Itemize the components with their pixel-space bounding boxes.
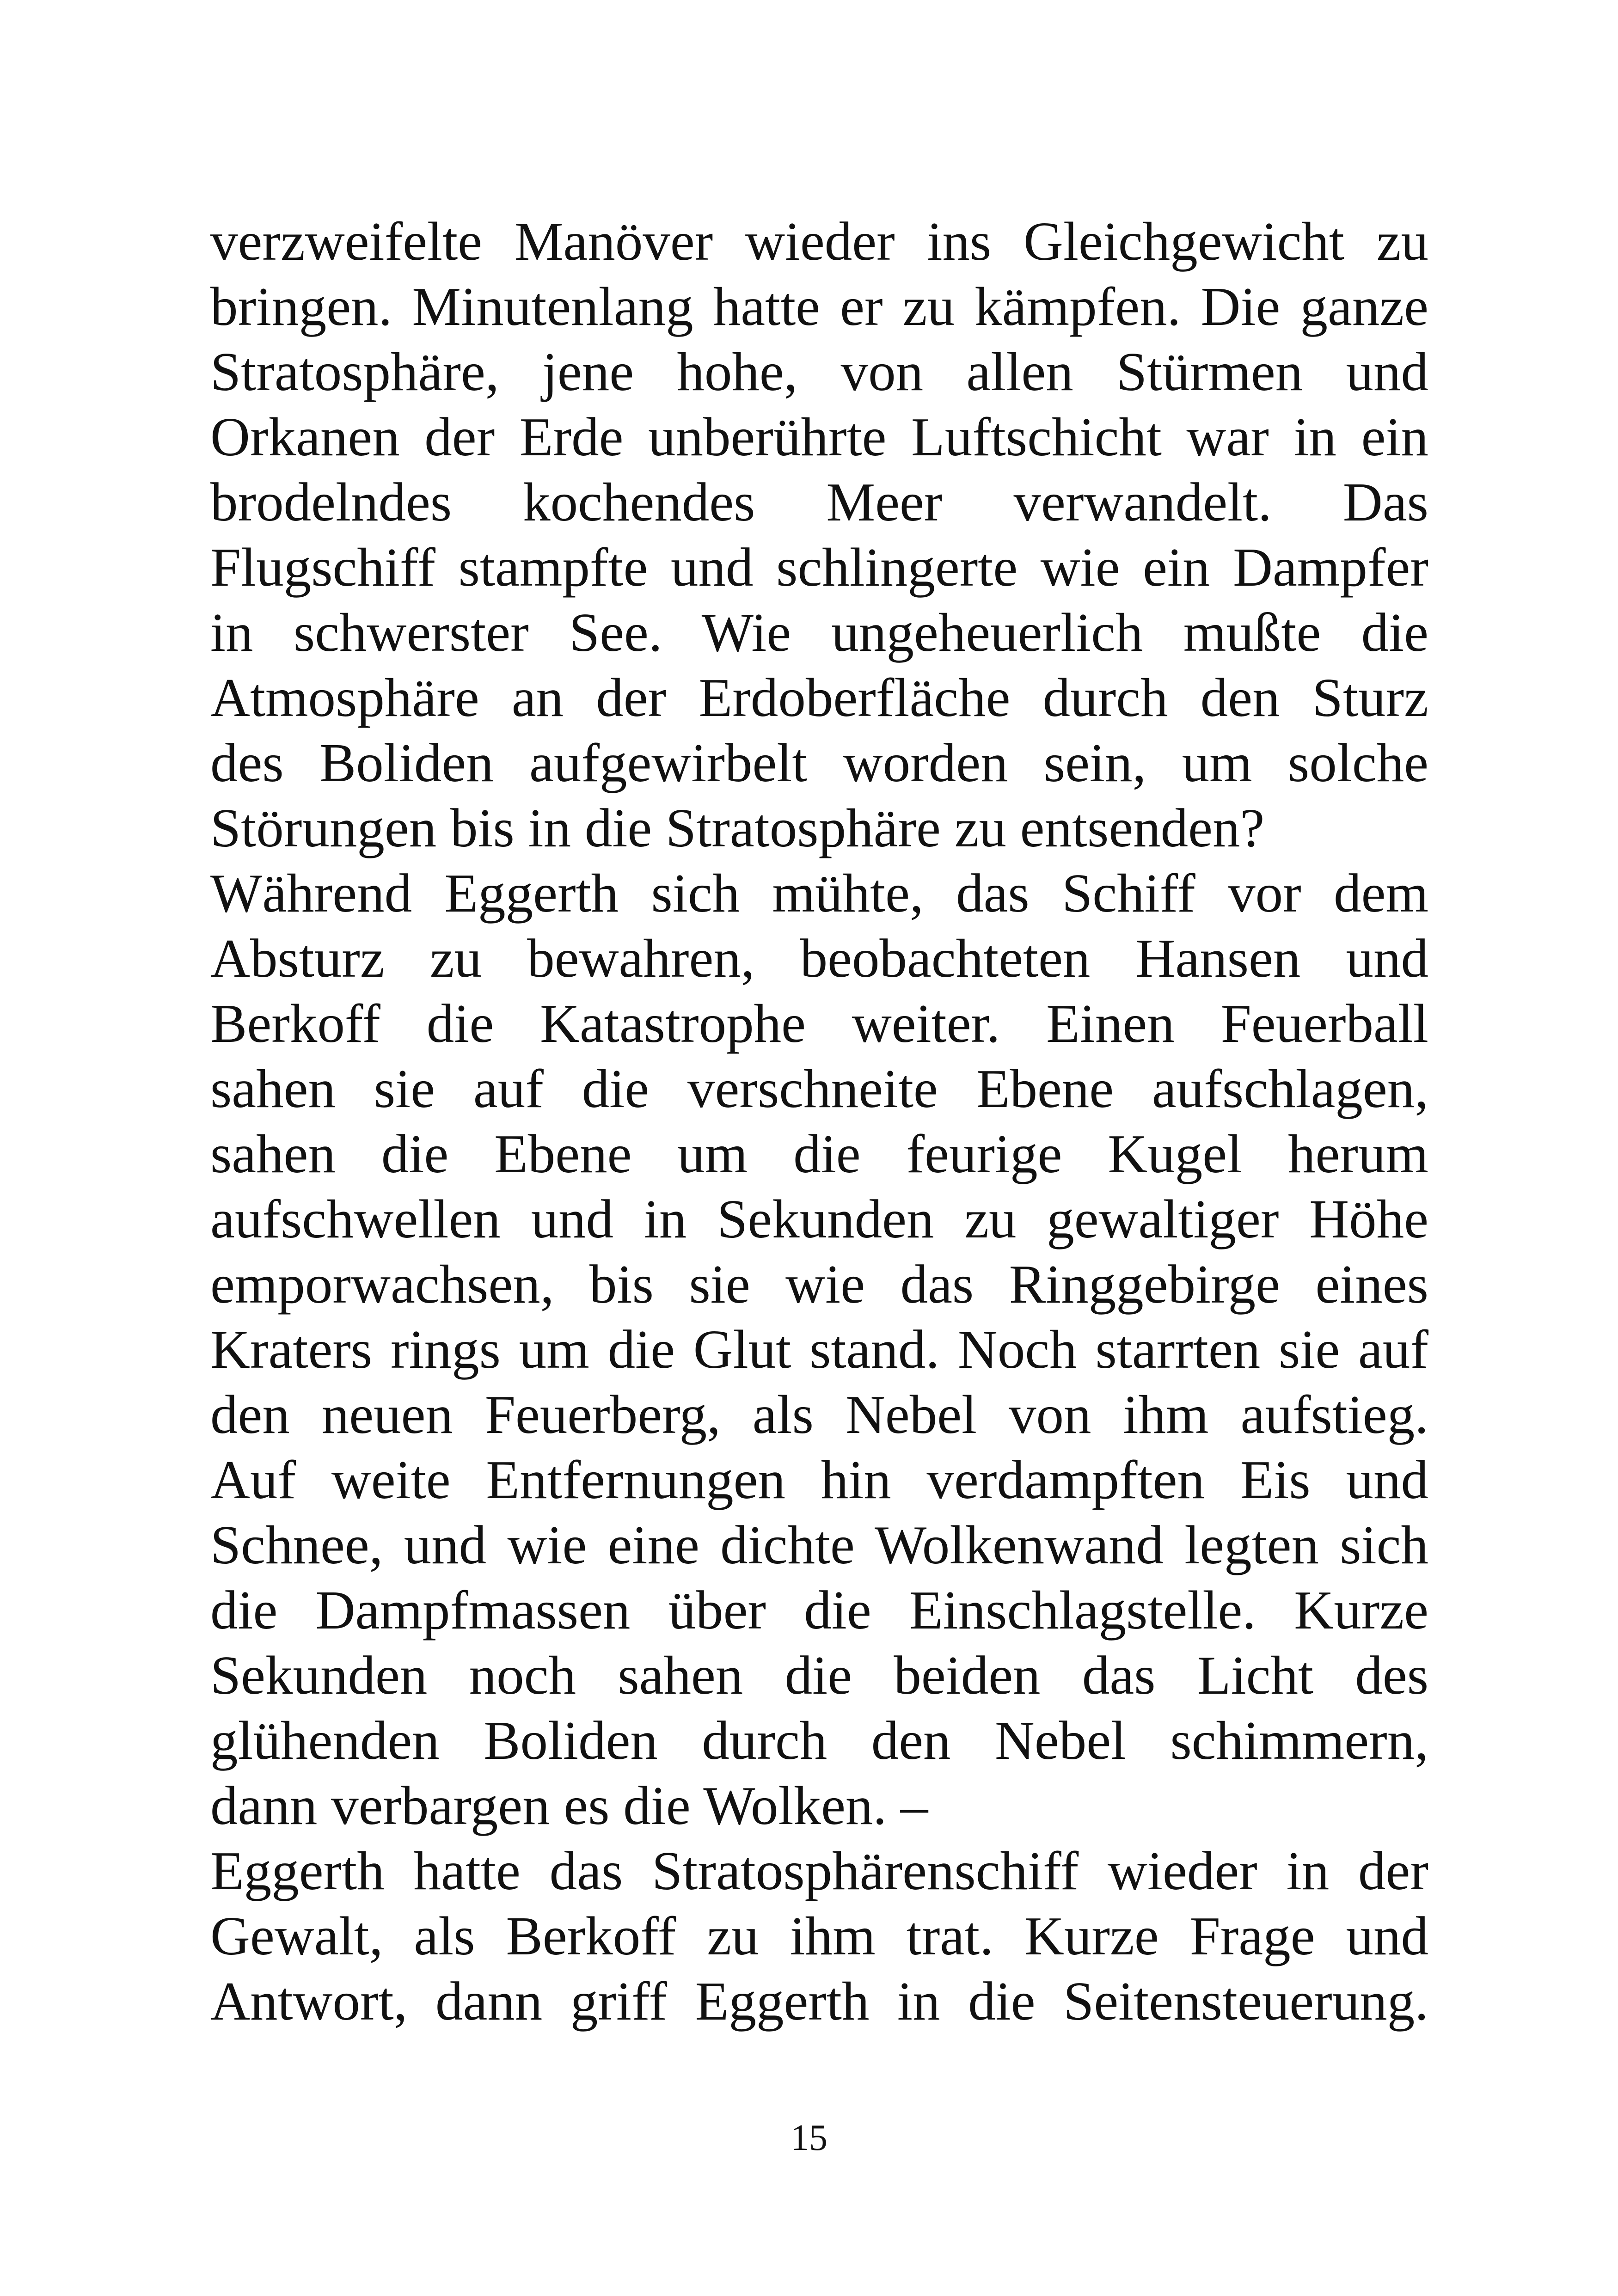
text-line: Schnee, und wie eine dichte Wolkenwand legten sich [210, 1514, 1428, 1575]
text-line: die Dampfmassen über die Einschlagstelle. Kurze [210, 1580, 1428, 1641]
paragraph-3 [210, 1838, 1428, 2034]
text-line: den neuen Feuerberg, als Nebel von ihm aufstieg. [210, 1384, 1428, 1445]
text-line: brodelndes kochendes Meer verwandelt. Das [210, 471, 1428, 533]
text-line: aufschwellen und in Sekunden zu gewaltiger Höhe [210, 1188, 1428, 1249]
text-line: Auf weite Entfernungen hin verdampften Eis und [210, 1449, 1428, 1510]
text-line: Stratosphäre, jene hohe, von allen Stürmen und [210, 341, 1428, 402]
text-line: Gewalt, als Berkoff zu ihm trat. Kurze Frage und [210, 1905, 1428, 1966]
text-line: dann verbargen es die Wolken. – [210, 1775, 928, 1836]
text-line: in schwerster See. Wie ungeheuerlich mußte die [210, 602, 1428, 663]
body-text [210, 209, 1428, 2034]
text-line: sahen die Ebene um die feurige Kugel herum [210, 1123, 1428, 1184]
text-line: glühenden Boliden durch den Nebel schimmern, [210, 1710, 1428, 1771]
text-line: Störungen bis in die Stratosphäre zu entsenden? [210, 797, 1265, 858]
text-line: Atmosphäre an der Erdoberfläche durch den Sturz [210, 667, 1428, 728]
page-number: 15 [791, 2118, 827, 2158]
text-line: Absturz zu bewahren, beobachteten Hansen und [210, 928, 1428, 989]
text-line: Während Eggerth sich mühte, das Schiff vor dem [210, 863, 1428, 924]
text-line: Antwort, dann griff Eggerth in die Seitensteuerung. [210, 1971, 1428, 2032]
text-line: Flugschiff stampfte und schlingerte wie ein Dampfer [210, 537, 1428, 598]
text-line: emporwachsen, bis sie wie das Ringgebirge eines [210, 1254, 1428, 1315]
text-line: Kraters rings um die Glut stand. Noch starrten sie auf [210, 1319, 1428, 1380]
text-line: bringen. Minutenlang hatte er zu kämpfen. Die ganze [210, 276, 1428, 337]
text-line: Berkoff die Katastrophe weiter. Einen Feuerball [210, 993, 1428, 1054]
text-line: Orkanen der Erde unberührte Luftschicht war in ein [210, 406, 1428, 467]
text-line: des Boliden aufgewirbelt worden sein, um solche [210, 732, 1428, 793]
paragraph-1 [210, 209, 1428, 861]
text-line: Sekunden noch sahen die beiden das Licht des [210, 1645, 1428, 1706]
text-line: Eggerth hatte das Stratosphärenschiff wieder in der [210, 1840, 1428, 1901]
paragraph-2 [210, 861, 1428, 1838]
text-line: sahen sie auf die verschneite Ebene aufschlagen, [210, 1058, 1428, 1119]
text-line: verzweifelte Manöver wieder ins Gleichgewicht zu [210, 211, 1428, 272]
